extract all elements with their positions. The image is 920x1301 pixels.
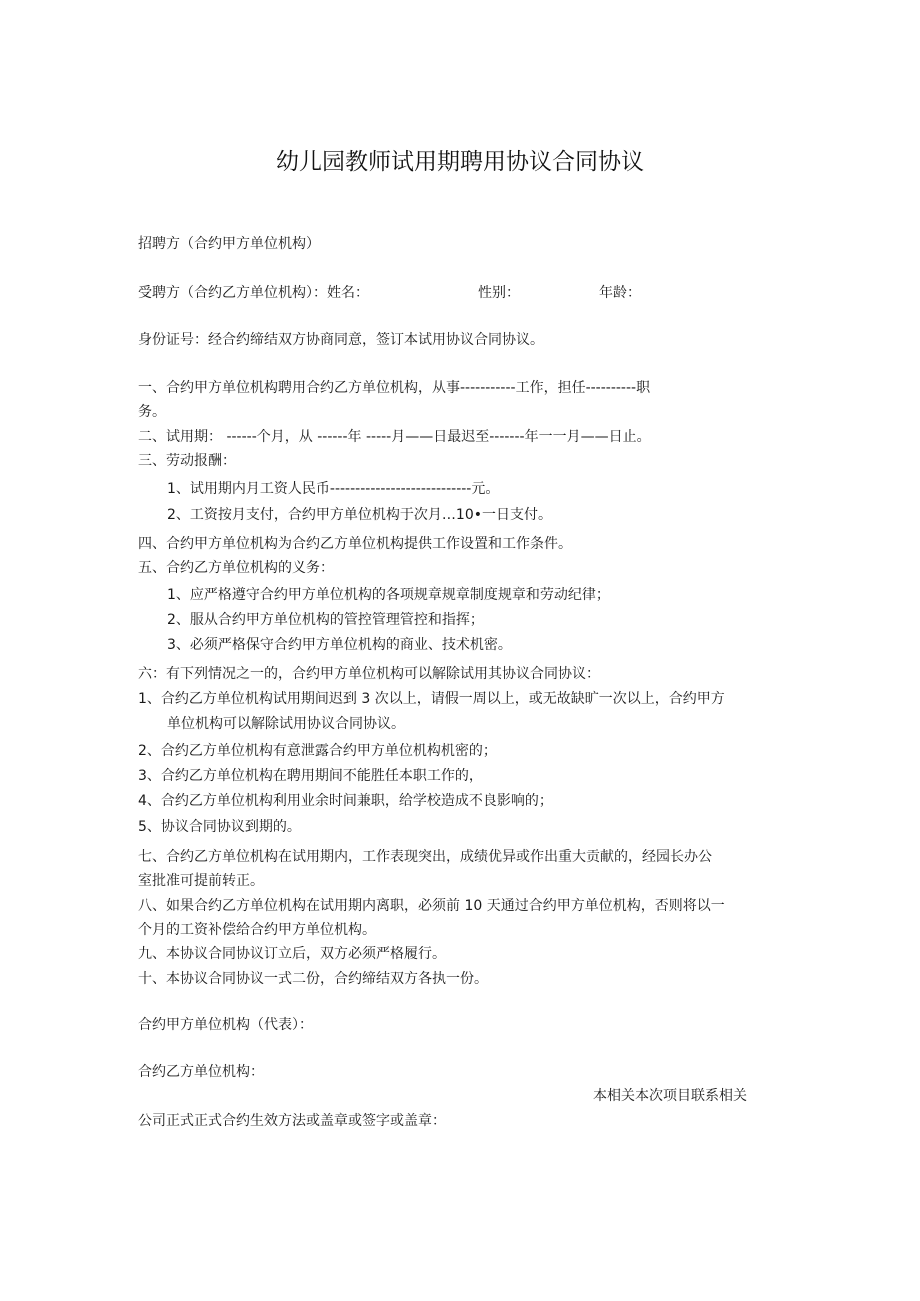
clause-5-3: 3、必须严格保守合约甲方单位机构的商业、技术机密。	[167, 637, 512, 653]
clause-7-line-2: 室批准可提前转正。	[138, 873, 264, 889]
clause-5-2: 2、服从合约甲方单位机构的管控管理管控和指挥；	[167, 612, 484, 628]
clause-6-2: 2、合约乙方单位机构有意泄露合约甲方单位机构机密的；	[138, 743, 497, 759]
clause-2: 二、试用期： ------个月，从 ------年 -----月——日最迟至-------年一一月——日止。	[138, 429, 651, 445]
project-contact-note: 本相关本次项目联系相关	[593, 1088, 747, 1104]
clause-6-4: 4、合约乙方单位机构利用业余时间兼职，给学校造成不良影响的；	[138, 793, 553, 809]
clause-1-line-1: 一、合约甲方单位机构聘用合约乙方单位机构，从事-----------工作，担任----------职	[138, 380, 651, 396]
clause-6-3: 3、合约乙方单位机构在聘用期间不能胜任本职工作的，	[138, 768, 483, 784]
gender-label: 性别：	[478, 285, 520, 301]
document-title: 幼儿园教师试用期聘用协议合同协议	[276, 149, 644, 175]
clause-8-line-2: 个月的工资补偿给合约甲方单位机构。	[138, 922, 376, 938]
clause-6-1-line-1: 1、合约乙方单位机构试用期间迟到 3 次以上，请假一周以上，或无故缺旷一次以上，合约甲方	[138, 691, 725, 707]
clause-3: 三、劳动报酬：	[138, 453, 236, 469]
clause-10: 十、本协议合同协议一式二份，合约缔结双方各执一份。	[138, 971, 488, 987]
clause-1-line-2: 务。	[138, 404, 166, 420]
clause-6: 六：有下列情况之一的，合约甲方单位机构可以解除试用其协议合同协议：	[138, 666, 600, 682]
employee-name-label: 受聘方（合约乙方单位机构）：姓名：	[138, 285, 369, 301]
clause-3-1: 1、试用期内月工资人民币----------------------------元。	[167, 481, 500, 497]
party-a-signature-line: 合约甲方单位机构（代表）：	[138, 1017, 313, 1033]
clause-5-1: 1、应严格遵守合约甲方单位机构的各项规章规章制度规章和劳动纪律；	[167, 587, 610, 603]
employer-line: 招聘方（合约甲方单位机构）	[138, 236, 320, 252]
clause-9: 九、本协议合同协议订立后，双方必须严格履行。	[138, 946, 446, 962]
clause-4: 四、合约甲方单位机构为合约乙方单位机构提供工作设置和工作条件。	[138, 536, 572, 552]
clause-6-5: 5、协议合同协议到期的。	[138, 819, 301, 835]
party-b-signature-line: 合约乙方单位机构：	[138, 1064, 264, 1080]
clause-6-1-line-2: 单位机构可以解除试用协议合同协议。	[167, 716, 405, 732]
effect-method-line: 公司正式正式合约生效方法或盖章或签字或盖章：	[138, 1113, 446, 1129]
clause-8-line-1: 八、如果合约乙方单位机构在试用期内离职，必须前 10 天通过合约甲方单位机构，否则将以一	[138, 898, 725, 914]
clause-3-2: 2、工资按月支付，合约甲方单位机构于次月…10•一日支付。	[167, 507, 552, 523]
clause-7-line-1: 七、合约乙方单位机构在试用期内，工作表现突出，成绩优异或作出重大贡献的，经园长办公	[138, 849, 712, 865]
clause-5: 五、合约乙方单位机构的义务：	[138, 560, 334, 576]
age-label: 年龄：	[599, 285, 641, 301]
id-number-line: 身份证号：经合约缔结双方协商同意，签订本试用协议合同协议。	[138, 332, 544, 348]
